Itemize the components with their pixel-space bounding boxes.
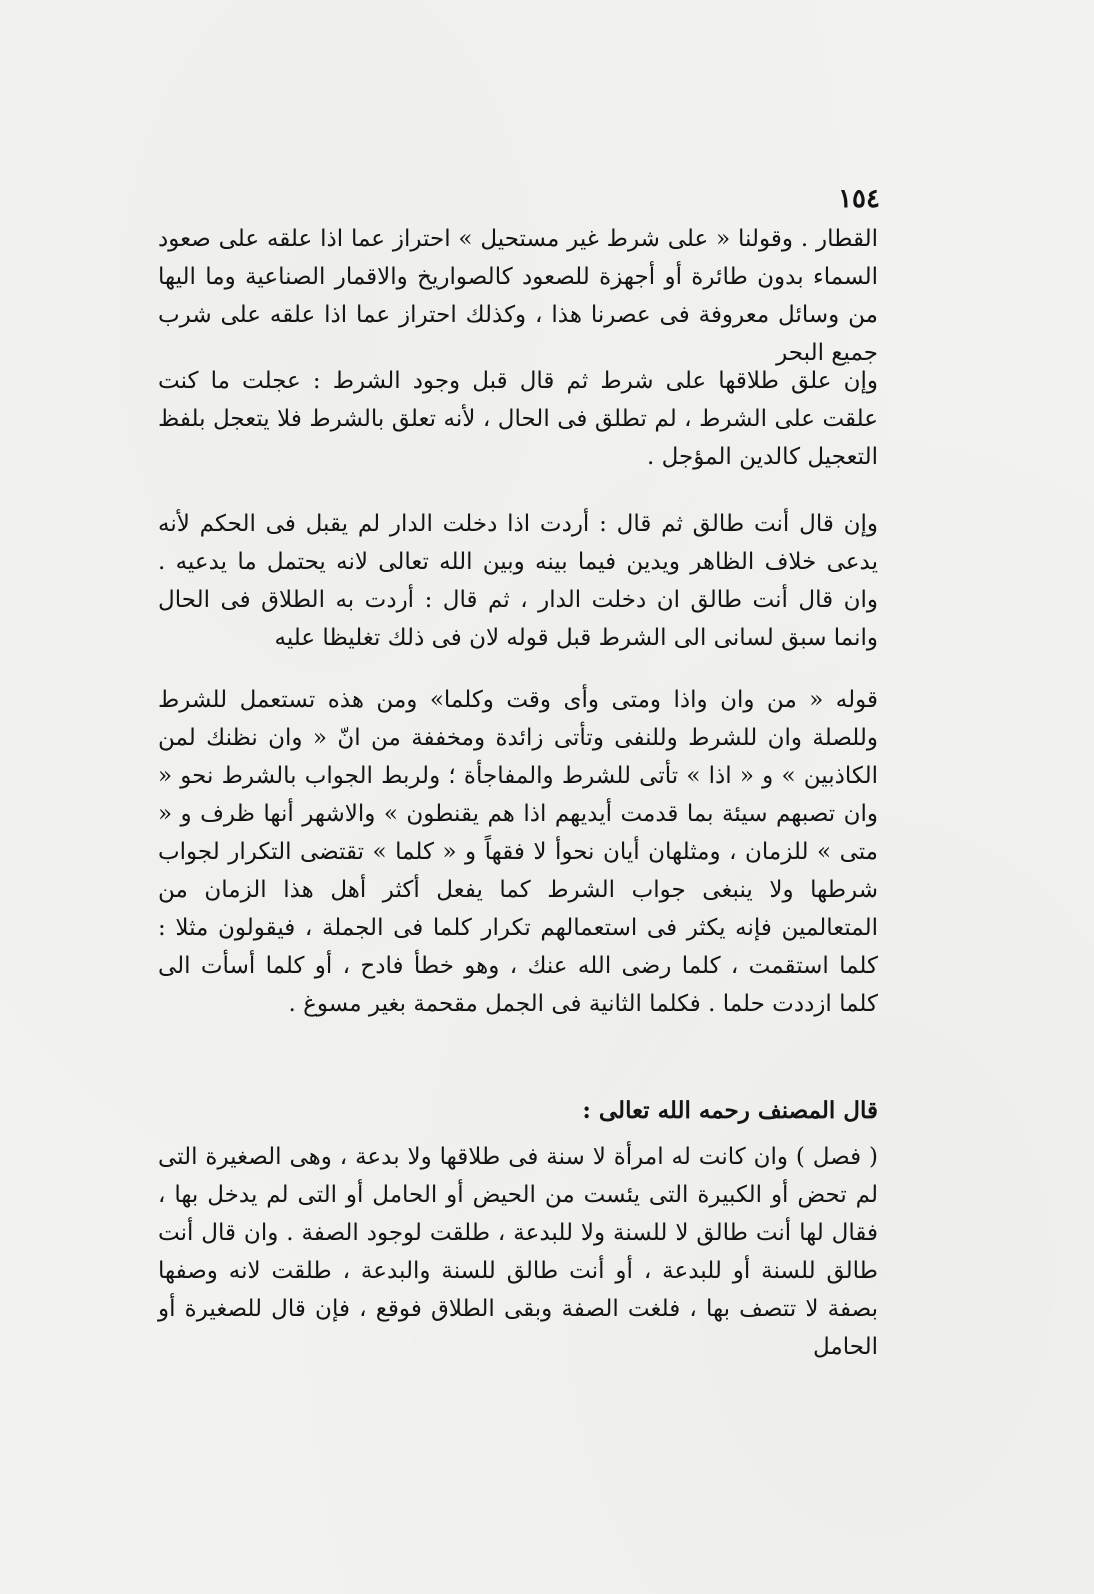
- paragraph-text: وإن علق طلاقها على شرط ثم قال قبل وجود الشرط : عجلت ما كنت علقت على الشرط ، لم تطلق فى الحال ، لأنه تعلق بالشرط فلا يتعجل بلفظ التعجيل كالدين المؤجل .: [158, 368, 878, 470]
- section-paragraph: [158, 1138, 878, 1366]
- paragraph-intention-claim: [158, 505, 878, 657]
- author-heading: [158, 1092, 878, 1130]
- paragraph-continuation: [158, 220, 878, 372]
- paragraph-conditional-hastening: [158, 362, 878, 476]
- paragraph-text: قوله « من وان واذا ومتى وأى وقت وكلما» ومن هذه تستعمل للشرط وللصلة وان للشرط وللنفى وتأتى زائدة ومخففة من انّ « وان نظنك لمن الكاذبين » و « اذا » تأتى للشرط والمفاجأة ؛ ولربط الجواب بالشرط نحو « وان تصبهم سيئة بما قدمت أيديهم اذا هم يقنطون » والاشهر أنها ظرف و « متى » للزمان ، ومثلهان أيان نحوأ لا فقهاً و « كلما » تقتضى التكرار لجواب شرطها ولا ينبغى جواب الشرط كما يفعل أكثر أهل هذا الزمان من المتعالمين فإنه يكثر فى استعمالهم تكرار كلما فى الجملة ، فيقولون مثلا : كلما استقمت ، كلما رضى الله عنك ، وهو خطأ فادح ، أو كلما أسأت الى كلما ازددت حلما . فكلما الثانية فى الجمل مقحمة بغير مسوغ .: [158, 687, 879, 1017]
- paragraph-text: القطار . وقولنا « على شرط غير مستحيل » احتراز عما اذا علقه على صعود السماء بدون طائرة أو أجهزة للصعود كالصواريخ والاقمار الصناعية وما اليها من وسائل معروفة فى عصرنا هذا ، وكذلك احتراز عما اذا علقه على شرب جميع البحر: [158, 226, 878, 366]
- paragraph-text: ( فصل ) وان كانت له امرأة لا سنة فى طلاقها ولا بدعة ، وهى الصغيرة التى لم تحض أو الكبيرة التى يئست من الحيض أو الحامل أو التى لم يدخل بها ، فقال لها أنت طالق لا للسنة ولا للبدعة ، طلقت لوجود الصفة . وان قال أنت طالق للسنة أو للبدعة ، أو أنت طالق للسنة والبدعة ، طلقت لانه وصفها بصفة لا تتصف بها ، فلغت الصفة وبقى الطلاق فوقع ، فإن قال للصغيرة أو الحامل: [158, 1144, 878, 1360]
- paragraph-text: وإن قال أنت طالق ثم قال : أردت اذا دخلت الدار لم يقبل فى الحكم لأنه يدعى خلاف الظاهر ويدين فيما بينه وبين الله تعالى لانه يحتمل ما يدعيه . وان قال أنت طالق ان دخلت الدار ، ثم قال : أردت به الطلاق فى الحال وانما سبق لسانى الى الشرط قبل قوله لان فى ذلك تغليظا عليه: [158, 511, 878, 651]
- paragraph-conditional-particles: [158, 681, 878, 1023]
- page-number: ١٥٤: [838, 184, 880, 214]
- heading-text: قال المصنف رحمه الله تعالى :: [582, 1097, 878, 1124]
